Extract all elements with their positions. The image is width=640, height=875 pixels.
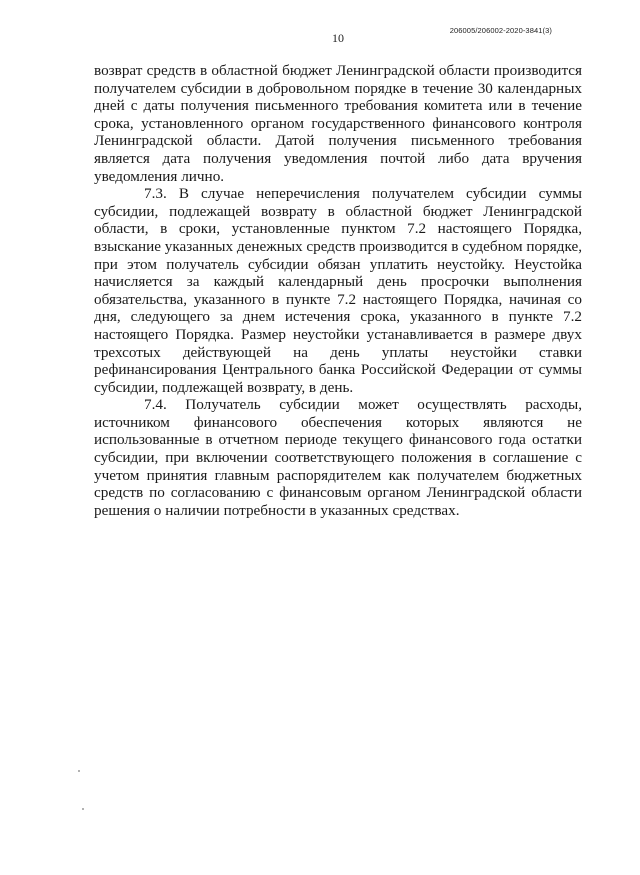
paragraph-7-3: 7.3. В случае неперечисления получателем субсидии суммы субсидии, подлежащей возврату в областной бюджет Ленинградской области, в сроки, установленные пунктом 7.2 настоящего Порядка, взыскание указанных денежных средств производится в судебном порядке, при этом получатель субсидии обязан уплатить неустойку. Неустойка начисляется за каждый календарный день просрочки выполнения обязательства, указанного в пункте 7.2 настоящего Порядка, начиная со дня, следующего за днем истечения срока, указанного в пункте 7.2 настоящего Порядка. Размер неустойки устанавливается в размере двух трехсотых действующей на день уплаты неустойки ставки рефинансирования Центрального банка Российской Федерации от суммы субсидии, подлежащей возврату, в день.: [94, 185, 582, 396]
scan-speck: [78, 770, 80, 772]
scan-speck: [82, 808, 84, 810]
document-code: 206005/206002-2020-3841(3): [449, 26, 552, 35]
document-body: [94, 62, 582, 519]
paragraph-continuation: возврат средств в областной бюджет Ленинградской области производится получателем субсидии в добровольном порядке в течение 30 календарных дней с даты получения письменного требования комитета или в течение срока, установленного органом государственного финансового контроля Ленинградской области. Датой получения письменного требования является дата получения уведомления почтой либо дата вручения уведомления лично.: [94, 62, 582, 185]
page-number: 10: [332, 31, 344, 45]
paragraph-7-4: 7.4. Получатель субсидии может осуществлять расходы, источником финансового обеспечения которых являются не использованные в отчетном периоде текущего финансового года остатки субсидии, при включении соответствующего положения в соглашение с учетом принятия главным распорядителем как получателем бюджетных средств по согласованию с финансовым органом Ленинградской области решения о наличии потребности в указанных средствах.: [94, 396, 582, 519]
